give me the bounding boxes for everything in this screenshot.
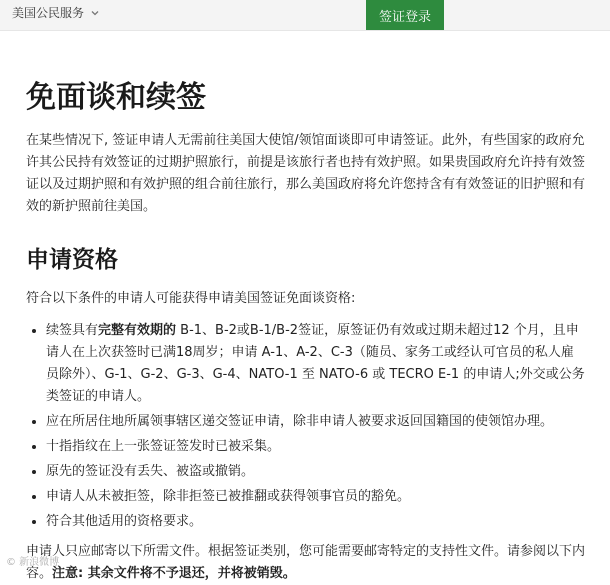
page-title: 免面谈和续签 xyxy=(26,80,206,115)
services-label: 美国公民服务 xyxy=(12,6,85,20)
visa-login-button[interactable]: 签证登录 xyxy=(366,0,444,30)
item-text-pre: 续签具有 xyxy=(46,323,99,338)
documents-text: 申请人只应邮寄以下所需文件。根据签证类别，您可能需要邮寄特定的支持性文件。请参阅以下内容。 xyxy=(26,544,586,581)
eligibility-lead: 符合以下条件的申请人可能获得申请美国签证免面谈资格: xyxy=(26,291,356,306)
requirements-list xyxy=(26,320,586,533)
item-text-bold: 完整有效期的 xyxy=(98,323,177,338)
watermark: © 新浪微博 xyxy=(6,557,60,568)
item-text-post: B-1、B-2或B-1/B-2签证，原签证仍有效或过期未超过12 个月，且申请人在上次获签时已满18周岁；申请 A-1、A-2、C-3（随员、家务工或经认可官员的私人雇员除外）、G-1、G-2、G-3、G-4、NATO-1 至 NATO-6 或 TECRO E-1 的申请人;外交或公务类签证的申请人。 xyxy=(46,323,585,404)
eligibility-heading: 申请资格 xyxy=(26,247,118,273)
intro-paragraph: 在某些情况下, 签证申请人无需前往美国大使馆/领馆面谈即可申请签证。此外，有些国家的政府允许其公民持有效签证的过期护照旅行，前提是该旅行者也持有效护照。如果贵国政府允许持有效签证以及过期护照和有效护照的组合前往旅行，那么美国政府将允许您持含有有效签证的旧护照和有效的新护照前往美国。 xyxy=(26,133,586,214)
documents-paragraph xyxy=(26,541,586,585)
list-item: • 十指指纹在上一张签证签发时已被采集。 xyxy=(46,436,586,458)
us-citizen-services-menu[interactable] xyxy=(12,4,100,21)
chevron-down-icon xyxy=(90,8,100,18)
list-item: • 原先的签证没有丢失、被盗或撤销。 xyxy=(46,461,586,483)
documents-note: 注意: 其余文件将不予退还，并将被销毁。 xyxy=(52,566,296,581)
list-item xyxy=(46,320,586,408)
top-bar xyxy=(0,0,610,31)
list-item: • 申请人从未被拒签，除非拒签已被推翻或获得领事官员的豁免。 xyxy=(46,486,586,508)
list-item: • 符合其他适用的资格要求。 xyxy=(46,511,586,533)
main-content xyxy=(26,78,586,585)
list-item: • 应在所居住地所属领事辖区递交签证申请，除非申请人被要求返回国籍国的使领馆办理。 xyxy=(46,411,586,433)
